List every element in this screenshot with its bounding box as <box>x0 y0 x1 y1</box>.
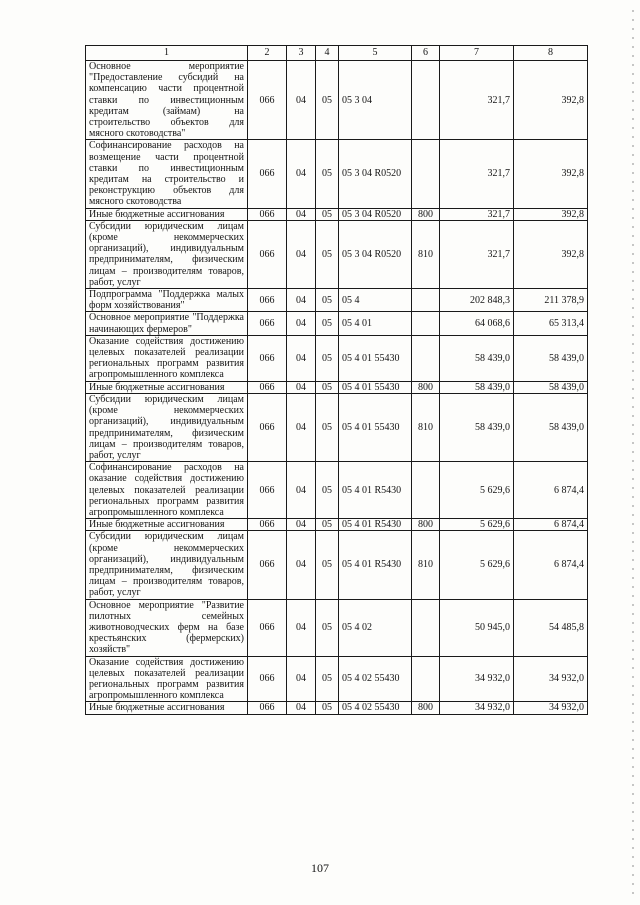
table-row <box>86 599 588 656</box>
ministry-code-cell: 066 <box>248 61 287 140</box>
row-name-cell: Субсидии юридическим лицам (кроме некоммерческих организаций), индивидуальным предпринимателям, физическим лицам – производителям товаров, работ, услуг <box>86 531 248 599</box>
section-cell: 04 <box>287 61 316 140</box>
amount-col8-cell: 211 378,9 <box>514 289 588 312</box>
subsection-cell: 05 <box>316 531 339 599</box>
amount-col7-cell: 50 945,0 <box>440 599 514 656</box>
table-row <box>86 335 588 381</box>
amount-col7-cell: 5 629,6 <box>440 462 514 519</box>
header-cell: 6 <box>412 46 440 61</box>
target-article-cell: 05 4 01 R5430 <box>339 519 412 531</box>
expense-type-cell: 800 <box>412 519 440 531</box>
ministry-code-cell: 066 <box>248 208 287 220</box>
target-article-cell: 05 4 01 <box>339 312 412 335</box>
amount-col8-cell: 34 932,0 <box>514 656 588 702</box>
amount-col8-cell: 6 874,4 <box>514 519 588 531</box>
amount-col8-cell: 65 313,4 <box>514 312 588 335</box>
ministry-code-cell: 066 <box>248 702 287 714</box>
target-article-cell: 05 4 01 55430 <box>339 335 412 381</box>
target-article-cell: 05 4 01 R5430 <box>339 462 412 519</box>
header-cell: 3 <box>287 46 316 61</box>
table-row <box>86 519 588 531</box>
scan-edge-marks <box>632 10 634 895</box>
expense-type-cell <box>412 462 440 519</box>
row-name-cell: Иные бюджетные ассигнования <box>86 519 248 531</box>
amount-col7-cell: 321,7 <box>440 61 514 140</box>
expense-type-cell <box>412 61 440 140</box>
row-name-cell: Основное мероприятие "Поддержка начинающих фермеров" <box>86 312 248 335</box>
budget-table <box>85 45 588 715</box>
amount-col7-cell: 321,7 <box>440 208 514 220</box>
subsection-cell: 05 <box>316 381 339 393</box>
ministry-code-cell: 066 <box>248 289 287 312</box>
amount-col8-cell: 54 485,8 <box>514 599 588 656</box>
section-cell: 04 <box>287 220 316 288</box>
subsection-cell: 05 <box>316 519 339 531</box>
ministry-code-cell: 066 <box>248 519 287 531</box>
amount-col8-cell: 392,8 <box>514 140 588 208</box>
ministry-code-cell: 066 <box>248 220 287 288</box>
row-name-cell: Оказание содействия достижению целевых показателей реализации региональных программ развития агропромышленного комплекса <box>86 656 248 702</box>
row-name-cell: Софинансирование расходов на возмещение части процентной ставки по инвестиционным кредитам на строительство и реконструкцию объектов для мясного скотоводства <box>86 140 248 208</box>
table-body <box>86 61 588 715</box>
expense-type-cell <box>412 656 440 702</box>
target-article-cell: 05 4 02 55430 <box>339 702 412 714</box>
expense-type-cell <box>412 140 440 208</box>
expense-type-cell <box>412 599 440 656</box>
ministry-code-cell: 066 <box>248 335 287 381</box>
expense-type-cell: 810 <box>412 220 440 288</box>
header-cell: 4 <box>316 46 339 61</box>
header-cell: 8 <box>514 46 588 61</box>
header-cell: 1 <box>86 46 248 61</box>
row-name-cell: Субсидии юридическим лицам (кроме некоммерческих организаций), индивидуальным предпринимателям, физическим лицам – производителям товаров, работ, услуг <box>86 220 248 288</box>
amount-col8-cell: 58 439,0 <box>514 335 588 381</box>
amount-col7-cell: 321,7 <box>440 220 514 288</box>
header-cell: 2 <box>248 46 287 61</box>
amount-col7-cell: 58 439,0 <box>440 381 514 393</box>
subsection-cell: 05 <box>316 220 339 288</box>
page-number: 107 <box>311 861 329 875</box>
amount-col7-cell: 202 848,3 <box>440 289 514 312</box>
amount-col7-cell: 5 629,6 <box>440 531 514 599</box>
expense-type-cell <box>412 335 440 381</box>
subsection-cell: 05 <box>316 656 339 702</box>
section-cell: 04 <box>287 462 316 519</box>
row-name-cell: Подпрограмма "Поддержка малых форм хозяйствования" <box>86 289 248 312</box>
subsection-cell: 05 <box>316 289 339 312</box>
amount-col8-cell: 34 932,0 <box>514 702 588 714</box>
subsection-cell: 05 <box>316 140 339 208</box>
ministry-code-cell: 066 <box>248 599 287 656</box>
expense-type-cell: 800 <box>412 702 440 714</box>
section-cell: 04 <box>287 656 316 702</box>
amount-col7-cell: 58 439,0 <box>440 393 514 461</box>
table-row <box>86 61 588 140</box>
target-article-cell: 05 4 <box>339 289 412 312</box>
table-row <box>86 381 588 393</box>
section-cell: 04 <box>287 208 316 220</box>
target-article-cell: 05 4 02 55430 <box>339 656 412 702</box>
table-row <box>86 289 588 312</box>
amount-col7-cell: 34 932,0 <box>440 656 514 702</box>
amount-col8-cell: 6 874,4 <box>514 531 588 599</box>
table-row <box>86 208 588 220</box>
amount-col8-cell: 58 439,0 <box>514 381 588 393</box>
row-name-cell: Основное мероприятие "Предоставление субсидий на компенсацию части процентной ставки по инвестиционным кредитам (займам) на строительство объектов для мясного скотоводства" <box>86 61 248 140</box>
table-row <box>86 462 588 519</box>
amount-col7-cell: 58 439,0 <box>440 335 514 381</box>
header-cell: 5 <box>339 46 412 61</box>
expense-type-cell <box>412 312 440 335</box>
amount-col8-cell: 392,8 <box>514 208 588 220</box>
table-row <box>86 220 588 288</box>
ministry-code-cell: 066 <box>248 656 287 702</box>
row-name-cell: Основное мероприятие "Развитие пилотных семейных животноводческих ферм на базе крестьянских (фермерских) хозяйств" <box>86 599 248 656</box>
section-cell: 04 <box>287 140 316 208</box>
ministry-code-cell: 066 <box>248 381 287 393</box>
target-article-cell: 05 4 01 55430 <box>339 381 412 393</box>
table-row <box>86 531 588 599</box>
target-article-cell: 05 4 01 55430 <box>339 393 412 461</box>
subsection-cell: 05 <box>316 599 339 656</box>
section-cell: 04 <box>287 702 316 714</box>
target-article-cell: 05 3 04 R0520 <box>339 140 412 208</box>
expense-type-cell: 810 <box>412 393 440 461</box>
subsection-cell: 05 <box>316 312 339 335</box>
amount-col8-cell: 392,8 <box>514 61 588 140</box>
row-name-cell: Оказание содействия достижению целевых показателей реализации региональных программ развития агропромышленного комплекса <box>86 335 248 381</box>
target-article-cell: 05 4 01 R5430 <box>339 531 412 599</box>
header-cell: 7 <box>440 46 514 61</box>
table-row <box>86 656 588 702</box>
section-cell: 04 <box>287 312 316 335</box>
amount-col8-cell: 6 874,4 <box>514 462 588 519</box>
expense-type-cell: 800 <box>412 208 440 220</box>
table-row <box>86 312 588 335</box>
ministry-code-cell: 066 <box>248 531 287 599</box>
ministry-code-cell: 066 <box>248 140 287 208</box>
target-article-cell: 05 3 04 <box>339 61 412 140</box>
amount-col7-cell: 64 068,6 <box>440 312 514 335</box>
row-name-cell: Субсидии юридическим лицам (кроме некоммерческих организаций), индивидуальным предпринимателям, физическим лицам – производителям товаров, работ, услуг <box>86 393 248 461</box>
table-row <box>86 702 588 714</box>
section-cell: 04 <box>287 519 316 531</box>
row-name-cell: Иные бюджетные ассигнования <box>86 381 248 393</box>
expense-type-cell <box>412 289 440 312</box>
target-article-cell: 05 3 04 R0520 <box>339 208 412 220</box>
amount-col7-cell: 34 932,0 <box>440 702 514 714</box>
ministry-code-cell: 066 <box>248 393 287 461</box>
section-cell: 04 <box>287 289 316 312</box>
ministry-code-cell: 066 <box>248 462 287 519</box>
table-row <box>86 140 588 208</box>
expense-type-cell: 800 <box>412 381 440 393</box>
table-header-row <box>86 46 588 61</box>
expense-type-cell: 810 <box>412 531 440 599</box>
section-cell: 04 <box>287 599 316 656</box>
amount-col7-cell: 321,7 <box>440 140 514 208</box>
section-cell: 04 <box>287 335 316 381</box>
target-article-cell: 05 3 04 R0520 <box>339 220 412 288</box>
subsection-cell: 05 <box>316 702 339 714</box>
row-name-cell: Софинансирование расходов на оказание содействия достижению целевых показателей реализации региональных программ развития агропромышленного комплекса <box>86 462 248 519</box>
subsection-cell: 05 <box>316 335 339 381</box>
target-article-cell: 05 4 02 <box>339 599 412 656</box>
subsection-cell: 05 <box>316 61 339 140</box>
section-cell: 04 <box>287 381 316 393</box>
amount-col8-cell: 392,8 <box>514 220 588 288</box>
ministry-code-cell: 066 <box>248 312 287 335</box>
section-cell: 04 <box>287 393 316 461</box>
row-name-cell: Иные бюджетные ассигнования <box>86 702 248 714</box>
subsection-cell: 05 <box>316 393 339 461</box>
section-cell: 04 <box>287 531 316 599</box>
amount-col7-cell: 5 629,6 <box>440 519 514 531</box>
row-name-cell: Иные бюджетные ассигнования <box>86 208 248 220</box>
amount-col8-cell: 58 439,0 <box>514 393 588 461</box>
table-row <box>86 393 588 461</box>
subsection-cell: 05 <box>316 462 339 519</box>
subsection-cell: 05 <box>316 208 339 220</box>
